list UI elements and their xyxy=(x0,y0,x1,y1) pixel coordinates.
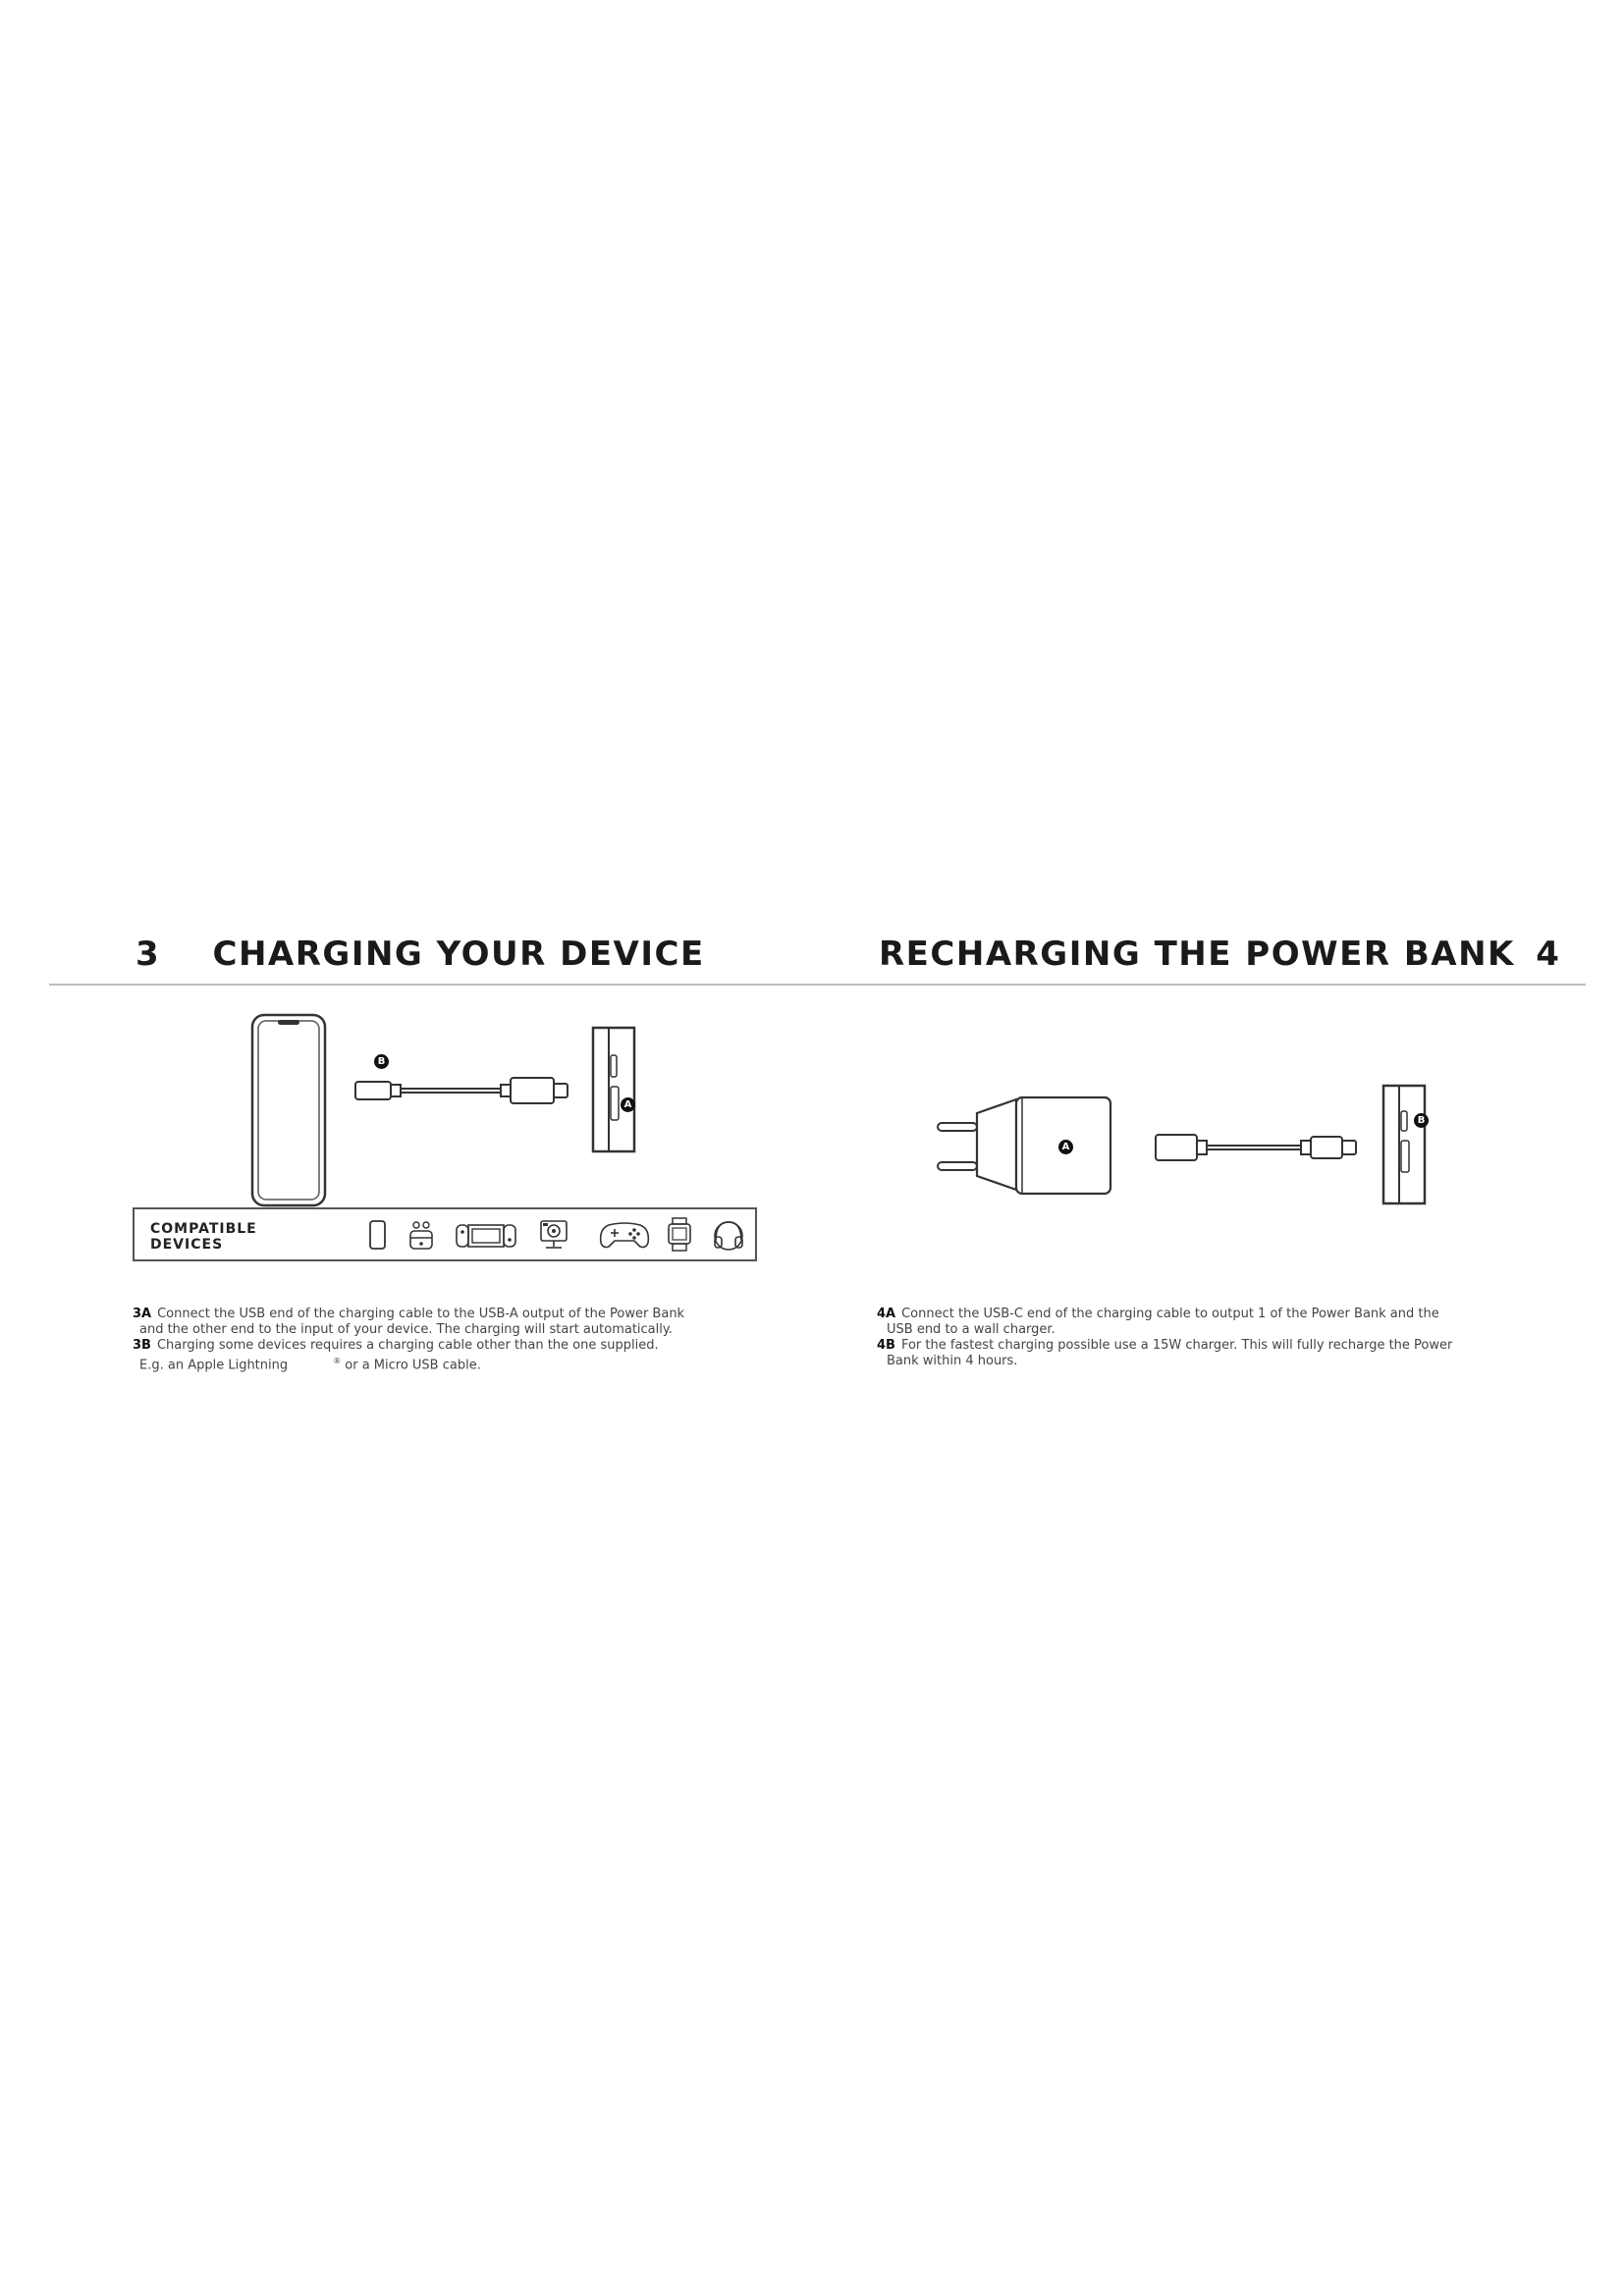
step-3b-sup: ® xyxy=(333,1357,342,1365)
gamepad-icon xyxy=(599,1219,650,1251)
wall-charger-illustration xyxy=(938,1092,1134,1200)
game-console-icon xyxy=(455,1221,517,1251)
marker-a-right-label: A xyxy=(1061,1142,1070,1152)
usb-c-cable-illustration xyxy=(353,1070,569,1109)
step-3a-line2: and the other end to the input of your device. The charging will start automatically. xyxy=(139,1322,673,1337)
power-bank-illustration-right xyxy=(1381,1084,1429,1207)
step-4b-line2: Bank within 4 hours. xyxy=(887,1354,1018,1368)
section-3-number: 3 xyxy=(135,934,161,974)
compatible-devices-box xyxy=(133,1207,757,1261)
section-4-number: 4 xyxy=(1536,934,1561,974)
compatible-devices-label xyxy=(150,1221,257,1253)
compatible-label-line2: DEVICES xyxy=(150,1237,224,1253)
step-3b-line2-pre: E.g. an Apple Lightning xyxy=(139,1358,289,1373)
step-3b-line1: Charging some devices requires a charging cable other than the one supplied. xyxy=(156,1338,659,1353)
step-4a-line2: USB end to a wall charger. xyxy=(887,1322,1056,1337)
marker-b-left-label: B xyxy=(377,1056,386,1067)
step-4b-id: 4B xyxy=(877,1338,895,1353)
marker-b-right xyxy=(1414,1113,1429,1128)
smartwatch-icon xyxy=(667,1217,692,1253)
earbuds-icon xyxy=(408,1219,434,1253)
step-4a-id: 4A xyxy=(877,1307,896,1321)
power-bank-illustration xyxy=(591,1026,640,1153)
action-camera-icon xyxy=(538,1217,569,1251)
marker-a-left-label: A xyxy=(623,1099,632,1110)
step-3b-id: 3B xyxy=(133,1338,151,1353)
step-4a xyxy=(877,1307,1439,1338)
step-3a-line1: Connect the USB end of the charging cable to the USB-A output of the Power Bank xyxy=(157,1307,685,1321)
section-3-title: CHARGING YOUR DEVICE xyxy=(212,934,705,974)
step-3b xyxy=(133,1338,659,1373)
header-divider xyxy=(49,984,1586,986)
step-4b xyxy=(877,1338,1452,1369)
usb-cable-illustration-right xyxy=(1154,1127,1370,1166)
marker-b-left xyxy=(374,1054,389,1069)
step-4b-line1: For the fastest charging possible use a 15W charger. This will fully recharge the Power xyxy=(900,1338,1453,1353)
step-3a xyxy=(133,1307,684,1338)
section-4-title: RECHARGING THE POWER BANK xyxy=(879,934,1515,974)
marker-b-right-label: B xyxy=(1417,1115,1426,1126)
step-4a-line1: Connect the USB-C end of the charging cable to output 1 of the Power Bank and the xyxy=(901,1307,1439,1321)
step-3b-line2-post: or a Micro USB cable. xyxy=(345,1358,481,1373)
smartphone-illustration xyxy=(250,1013,329,1209)
section-3-heading xyxy=(135,934,705,974)
marker-a-right xyxy=(1058,1140,1073,1154)
headphones-icon xyxy=(712,1218,745,1252)
section-4-heading xyxy=(879,934,1560,974)
step-3a-id: 3A xyxy=(133,1307,152,1321)
compatible-label-line1: COMPATIBLE xyxy=(150,1221,257,1237)
marker-a-left xyxy=(621,1097,635,1112)
smartphone-icon xyxy=(368,1219,388,1253)
